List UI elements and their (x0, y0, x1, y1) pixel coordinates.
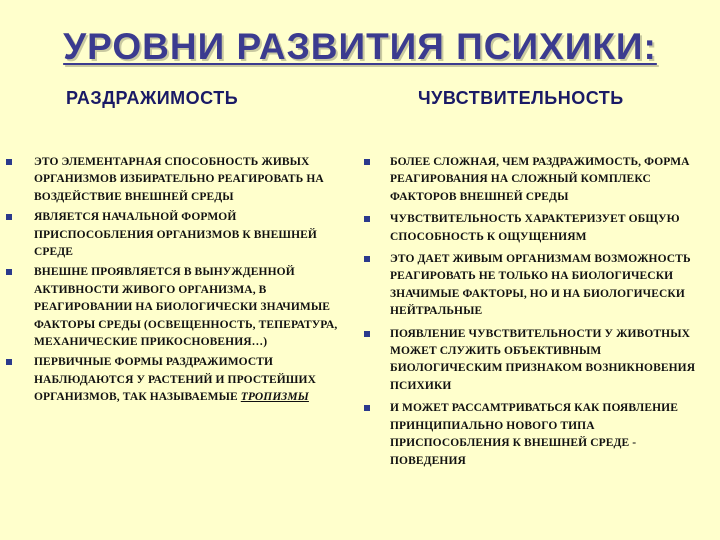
left-item-text: ЭТО ЭЛЕМЕНТАРНАЯ СПОСОБНОСТЬ ЖИВЫХ ОРГАНИЗМОВ ИЗБИРАТЕЛЬНО РЕАГИРОВАТЬ НА ВОЗДЕЙСТВИЕ ВНЕШНЕЙ СРЕДЫ (34, 156, 324, 203)
square-bullet-icon (6, 269, 12, 275)
square-bullet-icon (6, 214, 12, 220)
right-item-text: И МОЖЕТ РАССАМТРИВАТЬСЯ КАК ПОЯВЛЕНИЕ ПРИНЦИПИАЛЬНО НОВОГО ТИПА ПРИСПОСОБЛЕНИЯ К ВНЕШНЕЙ СРЕДЕ - ПОВЕДЕНИЯ (390, 402, 678, 467)
right-item-text: ЧУВСТВИТЕЛЬНОСТЬ ХАРАКТЕРИЗУЕТ ОБЩУЮ СПОСОБНОСТЬ К ОЩУЩЕНИЯМ (390, 213, 680, 243)
square-bullet-icon (364, 256, 370, 262)
slide-title: УРОВНИ РАЗВИТИЯ ПСИХИКИ: (63, 26, 657, 67)
left-list-item (0, 354, 360, 406)
right-list-item (360, 326, 720, 396)
left-item-text: ЯВЛЯЕТСЯ НАЧАЛЬНОЙ ФОРМОЙ ПРИСПОСОБЛЕНИЯ ОРГАНИЗМОВ К ВНЕШНЕЙ СРЕДЕ (34, 211, 317, 259)
left-column-heading: РАЗДРАЖИМОСТЬ (66, 88, 239, 108)
square-bullet-icon (364, 216, 370, 222)
square-bullet-icon (6, 159, 12, 165)
left-list-item (0, 154, 360, 206)
left-list-item (0, 264, 360, 351)
left-item-text: ВНЕШНЕ ПРОЯВЛЯЕТСЯ В ВЫНУЖДЕННОЙ АКТИВНОСТИ ЖИВОГО ОРГАНИЗМА, В РЕАГИРОВАНИИ НА БИОЛОГИЧЕСКИ ЗНАЧИМЫЕ ФАКТОРЫ СРЕДЫ (ОСВЕЩЕННОСТЬ, ТЕПЕРАТУРА, МЕХАНИЧЕСКИЕ ПРИКОСНОВЕНИЯ…) (34, 266, 338, 349)
right-item-text: ПОЯВЛЕНИЕ ЧУВСТВИТЕЛЬНОСТИ У ЖИВОТНЫХ МОЖЕТ СЛУЖИТЬ ОБЪЕКТИВНЫМ БИОЛОГИЧЕСКИМ ПРИЗНАКОМ ВОЗНИКНОВЕНИЯ ПСИХИКИ (390, 327, 696, 392)
right-list-item (360, 400, 720, 470)
square-bullet-icon (364, 159, 370, 165)
right-item-text: БОЛЕЕ СЛОЖНАЯ, ЧЕМ РАЗДРАЖИМОСТЬ, ФОРМА РЕАГИРОВАНИЯ НА СЛОЖНЫЙ КОМПЛЕКС ФАКТОРОВ ВНЕШНЕЙ СРЕДЫ (390, 156, 690, 203)
square-bullet-icon (364, 331, 370, 337)
right-column-heading: ЧУВСТВИТЕЛЬНОСТЬ (418, 88, 624, 108)
left-list-item (0, 209, 360, 261)
right-list-item (360, 251, 720, 321)
left-column-list (0, 154, 360, 407)
right-column-list (360, 154, 720, 470)
right-item-text: ЭТО ДАЕТ ЖИВЫМ ОРГАНИЗМАМ ВОЗМОЖНОСТЬ РЕАГИРОВАТЬ НЕ ТОЛЬКО НА БИОЛОГИЧЕСКИ ЗНАЧИМЫЕ ФАКТОРЫ, НО И НА БИОЛОГИЧЕСКИ НЕЙТРАЛЬНЫЕ (390, 253, 691, 318)
square-bullet-icon (364, 405, 370, 411)
square-bullet-icon (6, 359, 12, 365)
right-list-item (360, 154, 720, 206)
right-list-item (360, 211, 720, 246)
left-item-text: ПЕРВИЧНЫЕ ФОРМЫ РАЗДРАЖИМОСТИ НАБЛЮДАЮТСЯ У РАСТЕНИЙ И ПРОСТЕЙШИХ ОРГАНИЗМОВ, ТАК НАЗЫВАЕМЫЕ (34, 356, 316, 404)
tropisms-term: ТРОПИЗМЫ (240, 391, 309, 404)
